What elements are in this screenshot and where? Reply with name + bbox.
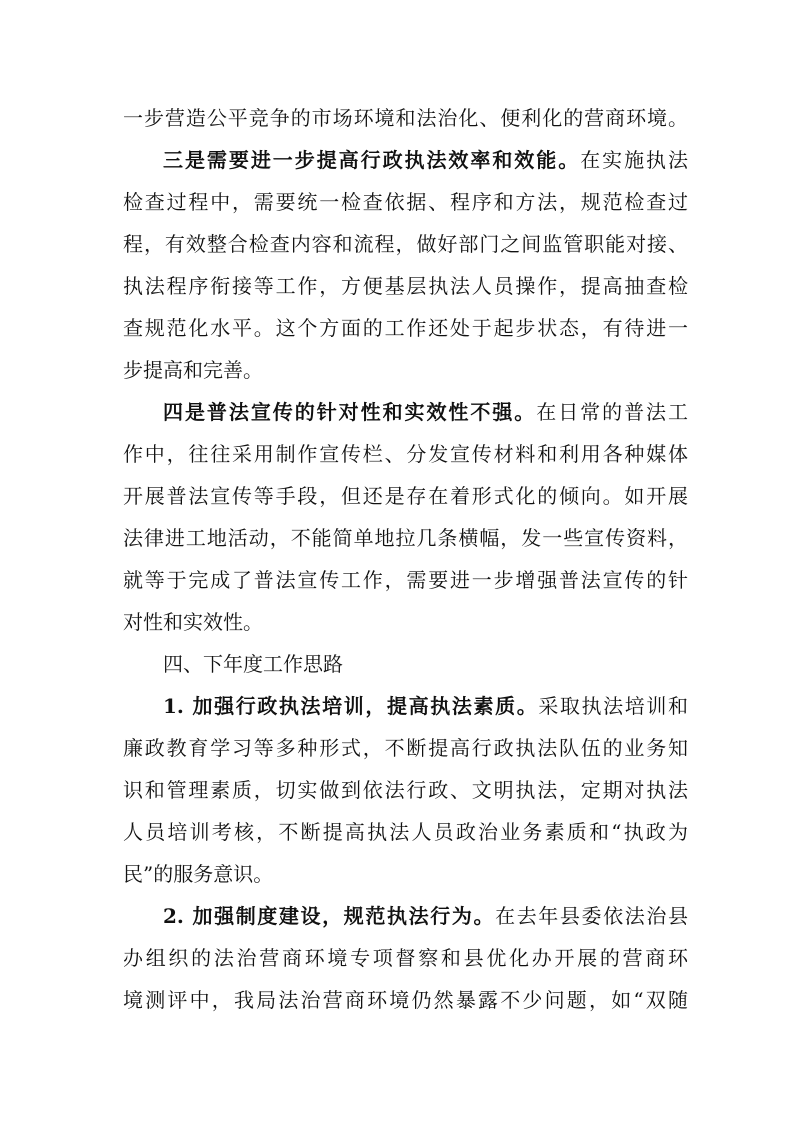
line-text: 人员培训考核，不断提高执法人员政治业务素质和“执政为 <box>123 820 688 844</box>
text-line-15 <box>163 691 688 721</box>
text-line-2 <box>163 145 688 175</box>
text-line-11 <box>123 523 688 553</box>
text-line-21 <box>123 943 688 973</box>
text-line-6 <box>123 313 688 343</box>
text-line-7 <box>123 355 688 385</box>
text-line-1 <box>123 103 688 133</box>
text-line-19 <box>123 859 688 889</box>
line-text: 在日常的普法工 <box>536 400 689 424</box>
section-heading <box>163 649 688 679</box>
text-line-20 <box>163 901 688 931</box>
text-line-17 <box>123 775 688 805</box>
line-text: 识和管理素质，切实做到依法行政、文明执法，定期对执法 <box>123 778 688 802</box>
line-text: 法律进工地活动，不能简单地拉几条横幅，发一些宣传资料， <box>123 526 688 550</box>
text-line-8 <box>163 397 688 427</box>
text-line-13 <box>123 607 688 637</box>
heading-text: 四、下年度工作思路 <box>163 652 343 676</box>
bold-lead: 三是需要进一步提高行政执法效率和效能。 <box>163 148 581 172</box>
text-line-3 <box>123 187 688 217</box>
line-text: 在去年县委依法治县 <box>495 904 689 928</box>
text-line-9 <box>123 439 688 469</box>
line-text: 程，有效整合检查内容和流程，做好部门之间监管职能对接、 <box>123 232 688 256</box>
text-line-10 <box>123 481 688 511</box>
line-text: 查规范化水平。这个方面的工作还处于起步状态，有待进一 <box>123 316 688 340</box>
line-text: 采取执法培训和 <box>538 694 689 718</box>
line-text: 一步营造公平竞争的市场环境和法治化、便利化的营商环境。 <box>123 106 688 130</box>
line-text: 开展普法宣传等手段，但还是存在着形式化的倾向。如开展 <box>123 484 688 508</box>
text-line-4 <box>123 229 688 259</box>
line-text: 就等于完成了普法宣传工作，需要进一步增强普法宣传的针 <box>123 568 688 592</box>
line-text: 执法程序衔接等工作，方便基层执法人员操作，提高抽查检 <box>123 274 688 298</box>
bold-lead: 四是普法宣传的针对性和实效性不强。 <box>163 400 537 424</box>
line-text: 在实施执法 <box>580 148 689 172</box>
line-text: 廉政教育学习等多种形式，不断提高行政执法队伍的业务知 <box>123 736 688 760</box>
bold-lead: 1. 加强行政执法培训，提高执法素质。 <box>163 694 539 718</box>
text-line-5 <box>123 271 688 301</box>
line-text: 办组织的法治营商环境专项督察和县优化办开展的营商环 <box>123 946 688 970</box>
line-text: 作中，往往采用制作宣传栏、分发宣传材料和利用各种媒体 <box>123 442 688 466</box>
line-text: 境测评中，我局法治营商环境仍然暴露不少问题，如“双随 <box>123 988 688 1012</box>
line-text: 检查过程中，需要统一检查依据、程序和方法，规范检查过 <box>123 190 688 214</box>
line-text: 步提高和完善。 <box>123 358 263 382</box>
text-line-16 <box>123 733 688 763</box>
text-line-12 <box>123 565 688 595</box>
bold-lead: 2. 加强制度建设，规范执法行为。 <box>163 904 496 928</box>
text-line-18 <box>123 817 688 847</box>
text-line-22 <box>123 985 688 1015</box>
line-text: 民”的服务意识。 <box>123 862 274 886</box>
line-text: 对性和实效性。 <box>123 610 263 634</box>
